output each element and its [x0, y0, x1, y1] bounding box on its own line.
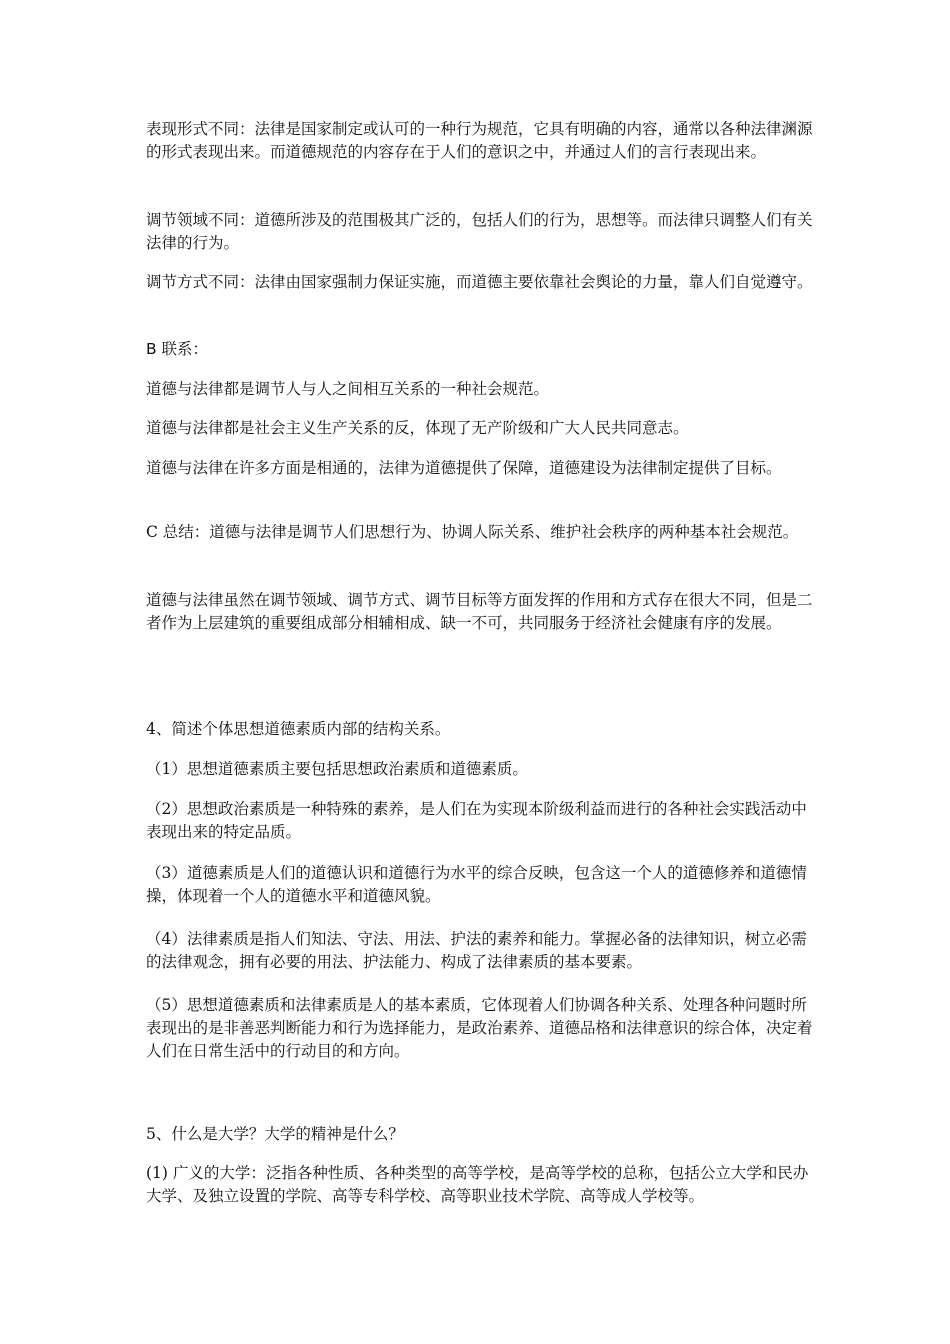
question-5-title: 5、什么是大学？大学的精神是什么？ [146, 1125, 404, 1143]
question-5-item-1: (1) 广义的大学：泛指各种性质、各种类型的高等学校，是高等学校的总称，包括公立大学和民办大学、及独立设置的学院、高等专科学校、高等职业技术学院、高等成人学校等。 [146, 1164, 809, 1205]
paragraph-expression-difference: 表现形式不同：法律是国家制定或认可的一种行为规范，它具有明确的内容，通常以各种法律渊源的形式表现出来。而道德规范的内容存在于人们的意识之中，并通过人们的言行表现出来。 [146, 120, 813, 161]
paragraph-connection-1: 道德与法律都是调节人与人之间相互关系的一种社会规范。 [146, 380, 550, 398]
paragraph-method-difference: 调节方式不同：法律由国家强制力保证实施，而道德主要依靠社会舆论的力量，靠人们自觉遵守。 [146, 273, 813, 291]
paragraph-c-summary: C 总结：道德与法律是调节人们思想行为、协调人际关系、维护社会秩序的两种基本社会规范。 [146, 523, 799, 541]
question-4-title: 4、简述个体思想道德素质内部的结构关系。 [146, 720, 451, 738]
question-4-item-5: （5）思想道德素质和法律素质是人的基本素质，它体现着人们协调各种关系、处理各种问题时所表现出的是非善恶判断能力和行为选择能力，是政治素养、道德品格和法律意识的综合体，决定着人们在日常生活中的行动目的和方向。 [146, 996, 813, 1060]
question-4-item-3: （3）道德素质是人们的道德认识和道德行为水平的综合反映，包含这一个人的道德修养和道德情操，体现着一个人的道德水平和道德风貌。 [146, 864, 807, 905]
paragraph-connection-3: 道德与法律在许多方面是相通的，法律为道德提供了保障，道德建设为法律制定提供了目标。 [146, 459, 782, 477]
question-4-item-1: （1）思想道德素质主要包括思想政治素质和道德素质。 [146, 760, 528, 778]
paragraph-connection-2: 道德与法律都是社会主义生产关系的反，体现了无产阶级和广大人民共同意志。 [146, 419, 689, 437]
paragraph-summary-detail: 道德与法律虽然在调节领域、调节方式、调节目标等方面发挥的作用和方式存在很大不同，但是二者作为上层建筑的重要组成部分相辅相成、缺一不可，共同服务于经济社会健康有序的发展。 [146, 591, 813, 632]
question-4-item-2: （2）思想政治素质是一种特殊的素养，是人们在为实现本阶级利益而进行的各种社会实践活动中表现出来的特定品质。 [146, 800, 807, 841]
question-4-item-4: （4）法律素质是指人们知法、守法、用法、护法的素养和能力。掌握必备的法律知识，树立必需的法律观念，拥有必要的用法、护法能力、构成了法律素质的基本要素。 [146, 930, 807, 971]
heading-b-connection: B 联系： [146, 340, 209, 358]
paragraph-scope-difference: 调节领域不同：道德所涉及的范围极其广泛的，包括人们的行为，思想等。而法律只调整人们有关法律的行为。 [146, 211, 813, 252]
